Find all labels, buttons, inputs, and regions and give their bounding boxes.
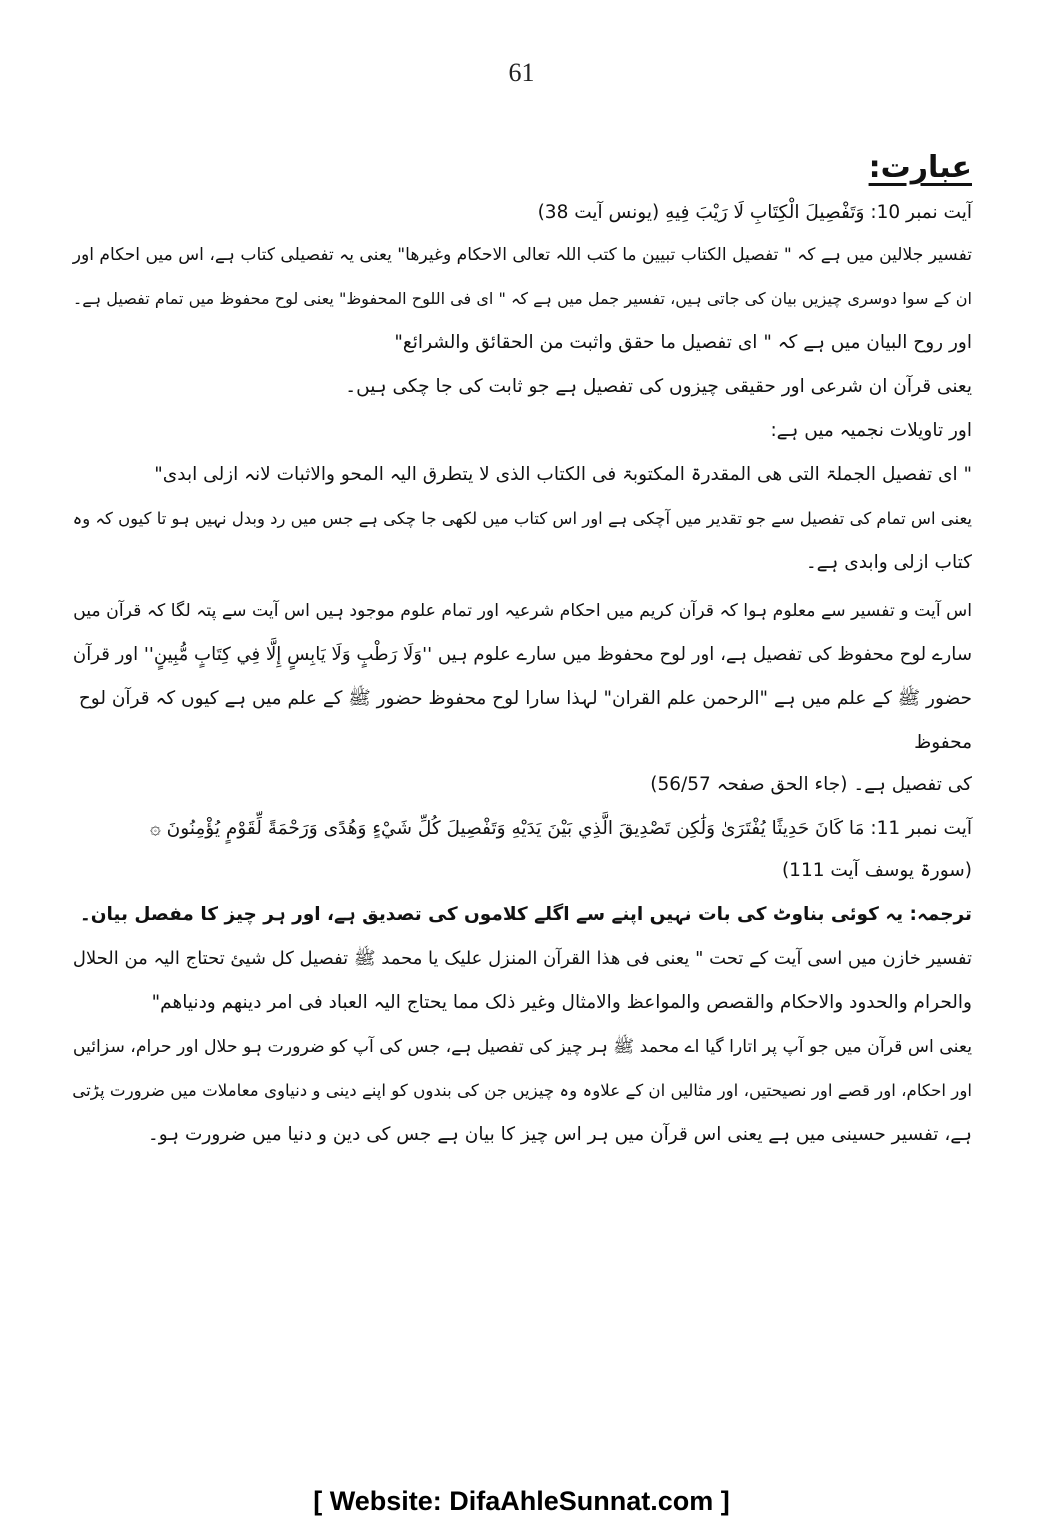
verse-10-line: آیت نمبر 10: وَتَفْصِيلَ الْكِتَابِ لَا رَيْبَ فِيهِ (یونس آیت 38) bbox=[537, 202, 972, 223]
page-body bbox=[72, 150, 972, 1161]
translation-line: ترجمہ: یہ کوئی بناوٹ کی بات نہیں اپنے سے اگلے کلاموں کی تصدیق ہے، اور ہر چیز کا مفصل بیان۔ bbox=[79, 904, 972, 925]
website-footer: [ Website: DifaAhleSunnat.com ] bbox=[313, 1486, 730, 1516]
body-line: کتاب ازلی وابدی ہے۔ bbox=[805, 552, 972, 573]
body-line: ہے، تفسیر حسینی میں ہے یعنی اس قرآن میں ہر اس چیز کا بیان ہے جس کی دین و دنیا میں ضرورت ہو۔ bbox=[147, 1124, 972, 1145]
body-line: والحرام والحدود والاحکام والقصص والمواعظ والامثال وغیر ذلک مما یحتاج الیہ العباد فی امر دینھم ودنیاھم" bbox=[151, 992, 972, 1013]
body-line: اور روح البیان میں ہے کہ " ای تفصیل ما حقق واثبت من الحقائق والشرائع" bbox=[394, 332, 972, 353]
page-number: 61 bbox=[508, 58, 535, 87]
body-line: اور احکام، اور قصے اور نصیحتیں، اور مثالیں ان کے علاوہ وہ چیزیں جن کی بندوں کو اپنے دینی و دنیاوی معاملات میں ضرورت پڑتی bbox=[72, 1081, 972, 1100]
section-heading: عبارت: bbox=[868, 150, 972, 185]
body-line: حضور ﷺ کے علم میں ہے "الرحمن علم القران" لہذا سارا لوح محفوظ حضور ﷺ کے علم میں ہے کیوں کہ قرآن لوح bbox=[78, 688, 972, 709]
verse-11-line: آیت نمبر 11: مَا كَانَ حَدِيثًا يُفْتَرَىٰ وَلَٰكِن تَصْدِيقَ الَّذِي بَيْنَ يَدَيْهِ وَتَفْصِيلَ كُلِّ شَيْءٍ وَهُدًى وَرَحْمَةً لِّقَوْمٍ يُؤْمِنُونَ ۞ bbox=[149, 818, 972, 839]
body-line: ان کے سوا دوسری چیزیں بیان کی جاتی ہیں، تفسیر جمل میں ہے کہ " ای فی اللوح المحفوظ" یعنی لوح محفوظ میں تمام تفصیل ہے۔ bbox=[72, 289, 972, 308]
body-line: اس آیت و تفسیر سے معلوم ہوا کہ قرآن کریم میں احکام شرعیہ اور تمام علوم موجود ہیں اس آیت سے پتہ لگا کہ قرآن میں bbox=[73, 601, 972, 621]
body-line: تفسیر خازن میں اسی آیت کے تحت " یعنی فی ھذا القرآن المنزل علیک یا محمد ﷺ تفصیل کل شیئ تحتاج الیہ من الحلال bbox=[72, 948, 972, 969]
body-line: " ای تفصیل الجملۃ التی ھی المقدرۃ المکتوبۃ فی الکتاب الذی لا یتطرق الیہ المحو والاثبات لانہ ازلی ابدی" bbox=[154, 464, 972, 485]
body-line: سارے لوح محفوظ کی تفصیل ہے، اور لوح محفوظ میں سارے علوم ہیں ''وَلَا رَطْبٍ وَلَا يَابِسٍ إِلَّا فِي كِتَابٍ مُّبِينٍ'' اور قرآن bbox=[72, 644, 972, 665]
body-line: تفسیر جلالین میں ہے کہ " تفصیل الکتاب تبیین ما کتب اللہ تعالی الاحکام وغیرھا" یعنی یہ تفصیلی کتاب ہے، اس میں احکام اور bbox=[72, 245, 972, 265]
body-line: یعنی اس قرآن میں جو آپ پر اتارا گیا اے محمد ﷺ ہر چیز کی تفصیل ہے، جس کی آپ کو ضرورت ہو حلال اور حرام، سزائیں bbox=[72, 1037, 972, 1057]
reference-line: کی تفصیل ہے۔ (جاء الحق صفحہ 56/57) bbox=[650, 774, 972, 795]
body-line: محفوظ bbox=[914, 732, 972, 753]
body-line: یعنی قرآن ان شرعی اور حقیقی چیزوں کی تفصیل ہے جو ثابت کی جا چکی ہیں۔ bbox=[345, 376, 972, 397]
surah-reference: (سورۃ یوسف آیت 111) bbox=[781, 860, 972, 881]
body-line: یعنی اس تمام کی تفصیل سے جو تقدیر میں آچکی ہے اور اس کتاب میں لکھی جا چکی ہے جس میں رد وبدل نہیں ہو تا کیوں کہ وہ bbox=[72, 509, 972, 528]
body-line: اور تاویلات نجمیہ میں ہے: bbox=[770, 420, 972, 441]
